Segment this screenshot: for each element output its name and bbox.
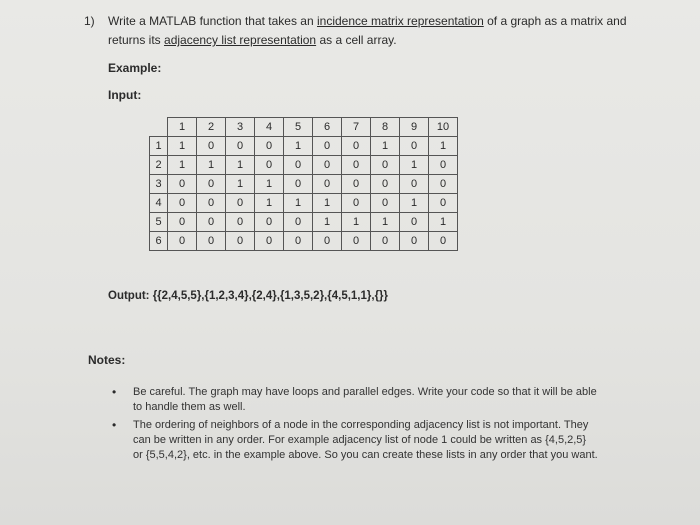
- matrix-row-header: 2: [150, 156, 168, 175]
- matrix-cell: 0: [255, 137, 284, 156]
- input-label: Input:: [108, 88, 142, 102]
- matrix-col-header: 5: [284, 118, 313, 137]
- matrix-corner: [150, 118, 168, 137]
- matrix-cell: 0: [197, 175, 226, 194]
- matrix-col-header: 7: [342, 118, 371, 137]
- matrix-row: [150, 156, 458, 175]
- matrix-cell: 0: [255, 156, 284, 175]
- matrix-cell: 1: [429, 213, 458, 232]
- matrix-cell: 0: [197, 194, 226, 213]
- matrix-cell: 0: [400, 175, 429, 194]
- matrix-row-header: 6: [150, 232, 168, 251]
- matrix-cell: 0: [400, 213, 429, 232]
- question-text: Write a MATLAB function that takes an: [108, 14, 317, 28]
- matrix-cell: 0: [400, 137, 429, 156]
- matrix-row: [150, 194, 458, 213]
- matrix-cell: 0: [197, 232, 226, 251]
- matrix-cell: 0: [342, 232, 371, 251]
- note-line: to handle them as well.: [133, 401, 246, 413]
- bullet-icon: •: [112, 418, 117, 432]
- matrix-cell: 0: [168, 232, 197, 251]
- matrix-cell: 1: [197, 156, 226, 175]
- matrix-cell: 0: [342, 156, 371, 175]
- matrix-cell: 1: [168, 156, 197, 175]
- question-text: of a graph as a matrix and: [483, 14, 627, 28]
- matrix-cell: 1: [429, 137, 458, 156]
- matrix-col-header: 3: [226, 118, 255, 137]
- matrix-cell: 0: [429, 175, 458, 194]
- matrix-col-header: 2: [197, 118, 226, 137]
- matrix-cell: 0: [371, 232, 400, 251]
- incidence-matrix-term: incidence matrix representation: [317, 14, 484, 28]
- matrix-cell: 0: [226, 232, 255, 251]
- matrix-col-header: 8: [371, 118, 400, 137]
- matrix-row: [150, 175, 458, 194]
- matrix-cell: 0: [284, 213, 313, 232]
- matrix-cell: 0: [226, 213, 255, 232]
- matrix-row-header: 4: [150, 194, 168, 213]
- matrix-cell: 0: [197, 137, 226, 156]
- matrix-cell: 0: [284, 156, 313, 175]
- matrix-cell: 0: [168, 175, 197, 194]
- matrix-cell: 1: [284, 137, 313, 156]
- matrix-cell: 1: [313, 213, 342, 232]
- matrix-cell: 0: [168, 213, 197, 232]
- matrix-cell: 1: [313, 194, 342, 213]
- note-1: [133, 385, 597, 415]
- matrix-cell: 0: [284, 232, 313, 251]
- matrix-row-header: 3: [150, 175, 168, 194]
- question-text: returns its: [108, 33, 165, 47]
- matrix-cell: 0: [429, 156, 458, 175]
- matrix-cell: 0: [226, 137, 255, 156]
- matrix-col-header: 10: [429, 118, 458, 137]
- matrix-cell: 1: [400, 156, 429, 175]
- matrix-cell: 0: [429, 194, 458, 213]
- matrix-col-header: 9: [400, 118, 429, 137]
- note-2: [133, 418, 598, 463]
- matrix-cell: 0: [226, 194, 255, 213]
- question-line-1: [108, 14, 627, 28]
- matrix-cell: 0: [168, 194, 197, 213]
- matrix-cell: 0: [429, 232, 458, 251]
- matrix-cell: 0: [255, 213, 284, 232]
- matrix-col-header: 4: [255, 118, 284, 137]
- note-line: or {5,5,4,2}, etc. in the example above. So you can create these lists in any order that you want.: [133, 449, 598, 461]
- matrix-cell: 0: [371, 156, 400, 175]
- note-line: The ordering of neighbors of a node in the corresponding adjacency list is not important. They: [133, 419, 589, 431]
- matrix-cell: 1: [226, 175, 255, 194]
- matrix-cell: 1: [284, 194, 313, 213]
- matrix-cell: 0: [284, 175, 313, 194]
- matrix-cell: 1: [168, 137, 197, 156]
- note-line: can be written in any order. For example adjacency list of node 1 could be written as {4,5,2,5}: [133, 434, 587, 446]
- matrix-cell: 0: [342, 175, 371, 194]
- question-number: 1): [84, 14, 95, 28]
- matrix-cell: 0: [371, 194, 400, 213]
- matrix-row: [150, 137, 458, 156]
- matrix-cell: 1: [400, 194, 429, 213]
- matrix-row: [150, 232, 458, 251]
- matrix-cell: 0: [313, 156, 342, 175]
- matrix-cell: 0: [342, 137, 371, 156]
- matrix-cell: 1: [342, 213, 371, 232]
- matrix-cell: 1: [371, 137, 400, 156]
- matrix-cell: 0: [313, 232, 342, 251]
- matrix-cell: 0: [400, 232, 429, 251]
- matrix-cell: 1: [371, 213, 400, 232]
- matrix-cell: 0: [342, 194, 371, 213]
- matrix-cell: 0: [313, 175, 342, 194]
- matrix-cell: 0: [371, 175, 400, 194]
- example-label: Example:: [108, 61, 162, 75]
- matrix-cell: 1: [255, 175, 284, 194]
- note-line: Be careful. The graph may have loops and parallel edges. Write your code so that it will be able: [133, 386, 597, 398]
- matrix-cell: 1: [226, 156, 255, 175]
- output-text: Output: {{2,4,5,5},{1,2,3,4},{2,4},{1,3,5,2},{4,5,1,1},{}}: [108, 290, 388, 302]
- bullet-icon: •: [112, 385, 117, 399]
- matrix-header-row: [150, 118, 458, 137]
- matrix-row-header: 5: [150, 213, 168, 232]
- matrix-col-header: 1: [168, 118, 197, 137]
- notes-label: Notes:: [88, 353, 126, 367]
- matrix-row-header: 1: [150, 137, 168, 156]
- matrix-col-header: 6: [313, 118, 342, 137]
- question-text: as a cell array.: [316, 33, 397, 47]
- matrix-cell: 0: [197, 213, 226, 232]
- matrix-cell: 0: [313, 137, 342, 156]
- incidence-matrix-table: [149, 117, 458, 251]
- matrix-cell: 0: [255, 232, 284, 251]
- matrix-cell: 1: [255, 194, 284, 213]
- question-line-2: [108, 33, 397, 47]
- adjacency-list-term: adjacency list representation: [164, 33, 317, 47]
- matrix-row: [150, 213, 458, 232]
